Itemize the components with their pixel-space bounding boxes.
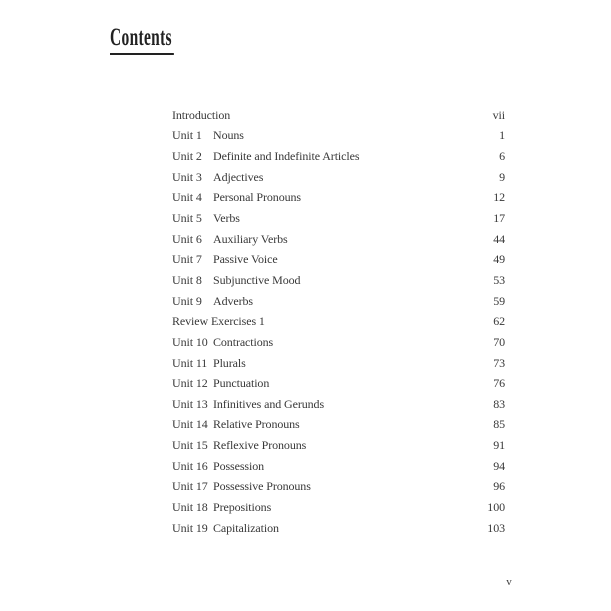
toc-entry-page: 1: [499, 128, 505, 143]
toc-entry-label: Unit 16: [172, 458, 208, 473]
toc-entry-page: 85: [493, 417, 505, 432]
toc-entry-page: 91: [493, 438, 505, 453]
toc-row: [172, 332, 505, 353]
toc-entry-page: 103: [487, 520, 505, 535]
toc-entry-label: Unit 9: [172, 293, 202, 308]
toc-row: [172, 146, 505, 167]
toc-row: [172, 270, 505, 291]
toc-entry-title: Reflexive Pronouns: [213, 438, 307, 453]
folio-page-number: v: [506, 576, 512, 588]
toc-entry-title: Passive Voice: [213, 252, 278, 267]
toc-list: [172, 105, 505, 538]
toc-entry-label: Unit 17: [172, 479, 208, 494]
toc-entry-page: 9: [499, 169, 505, 184]
toc-entry-label: Unit 18: [172, 499, 208, 514]
toc-entry-label: Review Exercises 1: [172, 314, 265, 329]
toc-entry-label: Unit 2: [172, 149, 202, 164]
toc-entry-title: Nouns: [213, 128, 244, 143]
toc-entry-page: 17: [493, 211, 505, 226]
toc-entry-label: Unit 14: [172, 417, 208, 432]
toc-entry-label: Unit 4: [172, 190, 202, 205]
toc-entry-page: 100: [487, 499, 505, 514]
toc-entry-page: 73: [493, 355, 505, 370]
toc-entry-page: 53: [493, 272, 505, 287]
toc-entry-title: Adjectives: [213, 169, 264, 184]
toc-row: [172, 229, 505, 250]
toc-entry-label: Unit 10: [172, 334, 208, 349]
toc-entry-label: Unit 12: [172, 376, 208, 391]
page-title: Contents: [110, 23, 174, 55]
toc-entry-page: 59: [493, 293, 505, 308]
toc-row: [172, 188, 505, 209]
toc-entry-label: Unit 3: [172, 169, 202, 184]
toc-row: [172, 353, 505, 374]
toc-entry-page: 6: [499, 149, 505, 164]
toc-entry-title: Relative Pronouns: [213, 417, 300, 432]
toc-entry-title: Possessive Pronouns: [213, 479, 311, 494]
toc-entry-label: Unit 6: [172, 231, 202, 246]
toc-entry-label: Unit 5: [172, 211, 202, 226]
toc-entry-title: Auxiliary Verbs: [213, 231, 288, 246]
toc-entry-page: 96: [493, 479, 505, 494]
toc-entry-page: 44: [493, 231, 505, 246]
toc-row: [172, 208, 505, 229]
toc-entry-page: 94: [493, 458, 505, 473]
toc-row: [172, 497, 505, 518]
toc-row: [172, 291, 505, 312]
toc-entry-page: 49: [493, 252, 505, 267]
toc-entry-title: Personal Pronouns: [213, 190, 301, 205]
toc-row: [172, 311, 505, 332]
toc-row: [172, 126, 505, 147]
toc-entry-label: Unit 15: [172, 438, 208, 453]
toc-entry-title: Plurals: [213, 355, 246, 370]
toc-entry-title: Definite and Indefinite Articles: [213, 149, 360, 164]
toc-entry-page: 70: [493, 334, 505, 349]
toc-entry-label: Unit 7: [172, 252, 202, 267]
toc-row: [172, 415, 505, 436]
toc-row: [172, 477, 505, 498]
toc-entry-title: Infinitives and Gerunds: [213, 396, 325, 411]
toc-entry-label: Introduction: [172, 107, 231, 122]
toc-entry-label: Unit 11: [172, 355, 208, 370]
toc-entry-page: vii: [492, 107, 505, 122]
toc-entry-title: Capitalization: [213, 520, 279, 535]
toc-row: [172, 456, 505, 477]
toc-row: [172, 394, 505, 415]
toc-entry-page: 12: [493, 190, 505, 205]
toc-row: [172, 105, 505, 126]
toc-entry-title: Verbs: [213, 211, 240, 226]
toc-row: [172, 249, 505, 270]
toc-entry-page: 83: [493, 396, 505, 411]
toc-entry-page: 62: [493, 314, 505, 329]
toc-entry-title: Punctuation: [213, 376, 270, 391]
toc-entry-title: Adverbs: [213, 293, 253, 308]
toc-entry-label: Unit 1: [172, 128, 202, 143]
toc-row: [172, 167, 505, 188]
toc-entry-title: Possession: [213, 458, 265, 473]
toc-entry-page: 76: [493, 376, 505, 391]
toc-entry-label: Unit 8: [172, 272, 202, 287]
toc-row: [172, 373, 505, 394]
toc-entry-title: Prepositions: [213, 499, 272, 514]
toc-entry-label: Unit 13: [172, 396, 208, 411]
toc-entry-title: Subjunctive Mood: [213, 272, 301, 287]
toc-row: [172, 435, 505, 456]
toc-entry-title: Contractions: [213, 334, 274, 349]
toc-entry-label: Unit 19: [172, 520, 208, 535]
toc-row: [172, 518, 505, 539]
